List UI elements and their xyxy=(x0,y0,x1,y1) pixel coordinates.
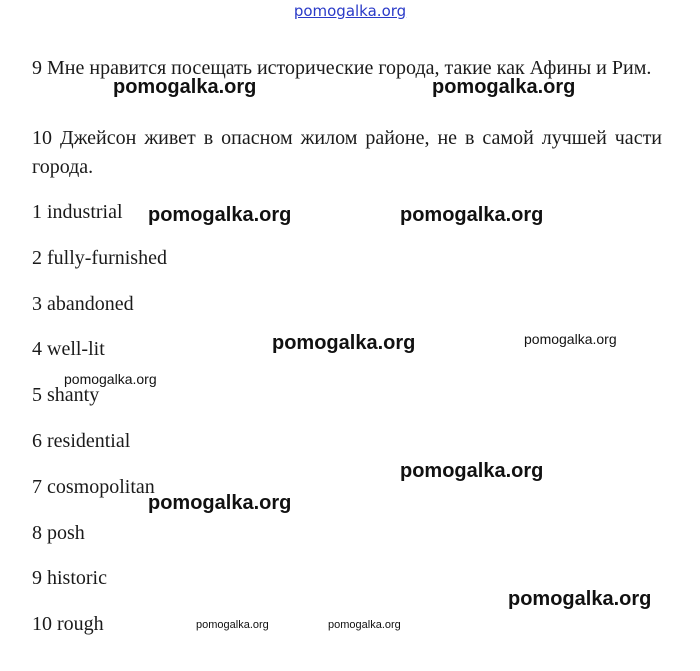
paragraph-number: 10 xyxy=(32,127,52,149)
item-word: posh xyxy=(47,521,85,544)
list-item xyxy=(32,610,167,656)
watermark: pomogalka.org xyxy=(148,492,292,514)
paragraph-text: Джейсон живет в опасном жилом районе, не в самой лучшей части города. xyxy=(32,127,663,178)
item-word: abandoned xyxy=(47,292,134,315)
item-number: 1 xyxy=(32,201,42,223)
watermark: pomogalka.org xyxy=(113,76,257,98)
watermark: pomogalka.org xyxy=(148,204,292,226)
watermark: pomogalka.org xyxy=(432,76,576,98)
item-number: 2 xyxy=(32,246,42,269)
item-word: cosmopolitan xyxy=(47,475,155,498)
item-word: residential xyxy=(47,429,131,452)
item-number: 7 xyxy=(32,475,42,498)
paragraph-number: 9 xyxy=(32,57,42,79)
item-number: 4 xyxy=(32,338,42,361)
list-item xyxy=(32,564,167,610)
watermark: pomogalka.org xyxy=(272,332,416,354)
item-number: 6 xyxy=(32,429,42,452)
watermark: pomogalka.org xyxy=(524,331,617,347)
watermark: pomogalka.org xyxy=(328,619,401,631)
item-number: 8 xyxy=(32,521,42,544)
item-word: fully-furnished xyxy=(47,246,167,269)
list-item xyxy=(32,198,167,244)
paragraph-text: Мне нравится посещать исторические города, такие как Афины и Рим. xyxy=(47,57,652,79)
item-word: industrial xyxy=(47,201,123,223)
list-item xyxy=(32,519,167,565)
site-header-link[interactable]: pomogalka.org xyxy=(293,2,407,20)
list-item xyxy=(32,427,167,473)
list-item xyxy=(32,244,167,290)
watermark: pomogalka.org xyxy=(400,204,544,226)
watermark: pomogalka.org xyxy=(196,619,269,631)
watermark: pomogalka.org xyxy=(508,588,652,610)
vocabulary-list xyxy=(32,198,167,656)
item-number: 3 xyxy=(32,292,42,315)
watermark: pomogalka.org xyxy=(400,460,544,482)
item-number: 10 xyxy=(32,613,52,636)
item-word: rough xyxy=(57,613,104,636)
list-item xyxy=(32,473,167,519)
item-word: well-lit xyxy=(47,338,105,361)
item-number: 5 xyxy=(32,384,42,407)
item-word: shanty xyxy=(47,384,100,407)
list-item xyxy=(32,381,167,427)
list-item xyxy=(32,290,167,336)
watermark: pomogalka.org xyxy=(64,371,157,387)
paragraph-10 xyxy=(32,124,662,182)
item-number: 9 xyxy=(32,567,42,590)
item-word: historic xyxy=(47,567,107,590)
